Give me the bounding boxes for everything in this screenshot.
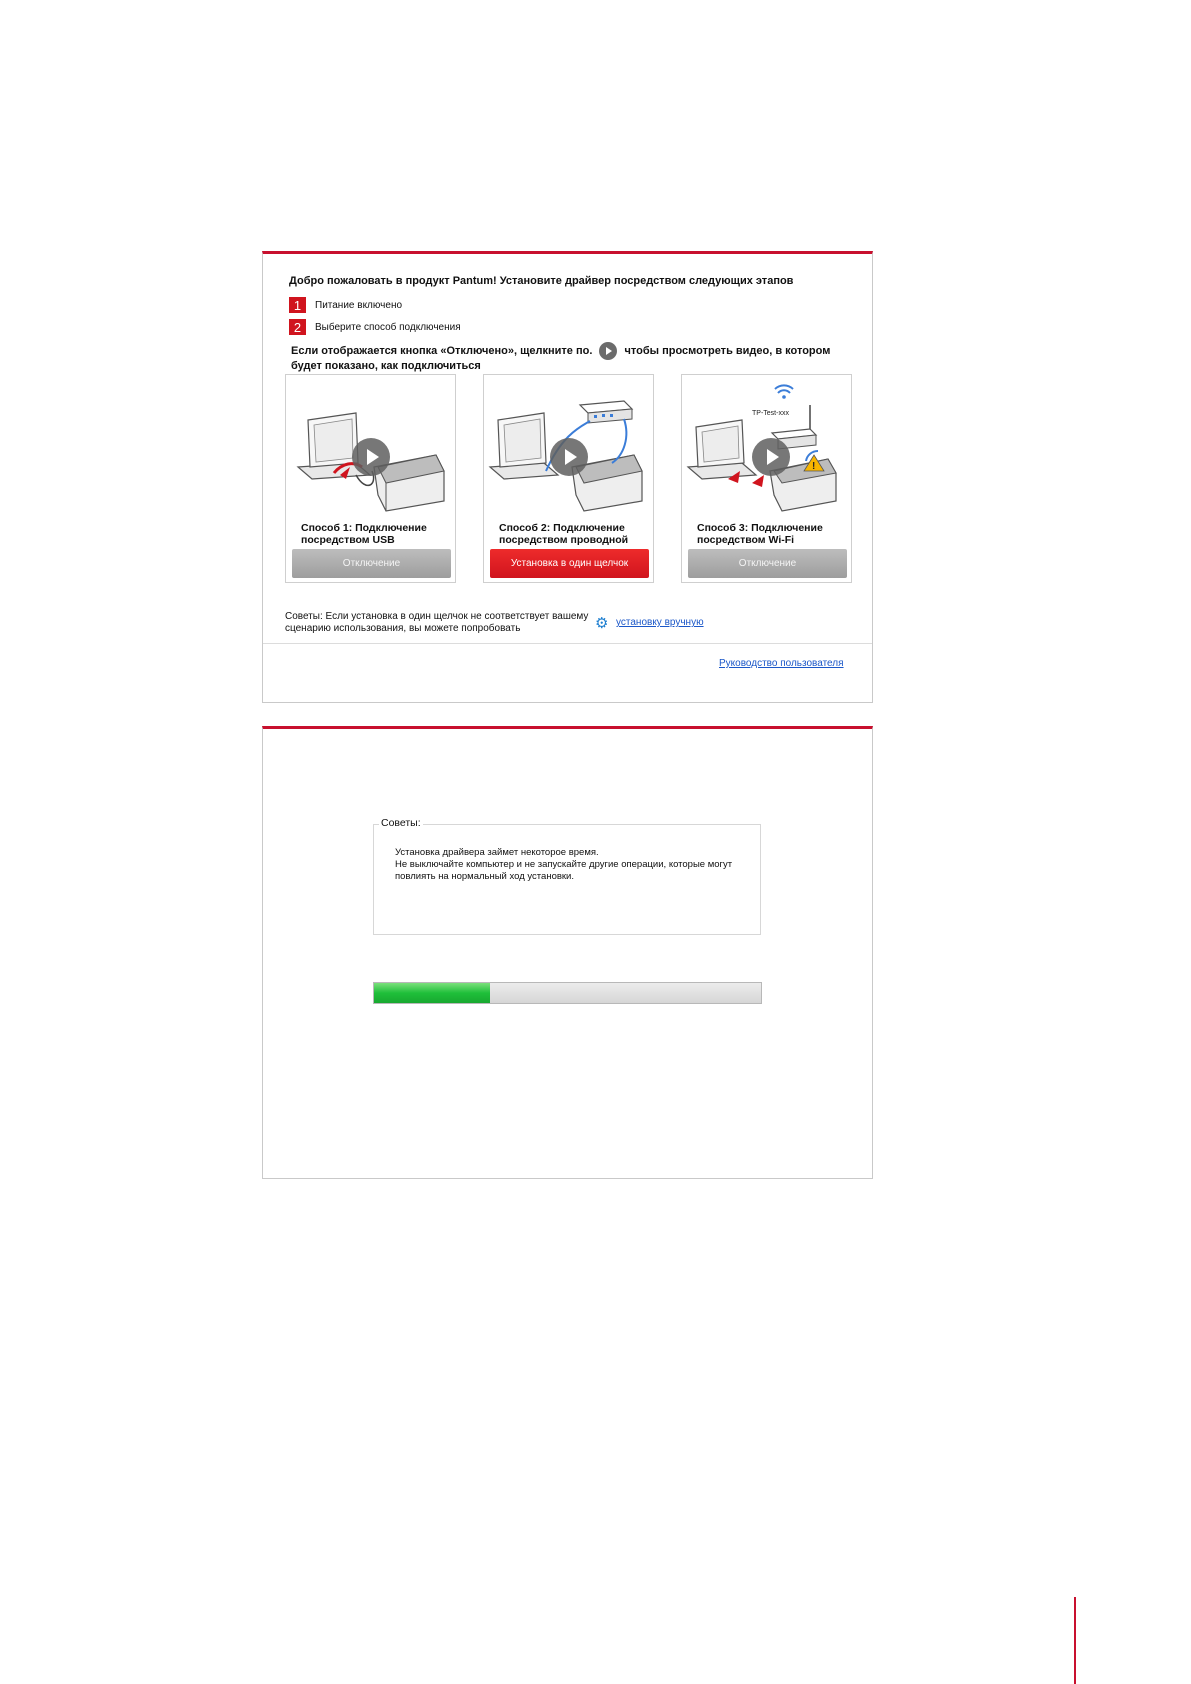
one-click-install-button[interactable]: Установка в один щелчок (490, 549, 649, 578)
video-note-text-start: Если отображается кнопка «Отключено», щелкните по. (291, 344, 593, 357)
installer-window-select (262, 251, 873, 703)
method-title: Способ 1: Подключение посредством USB (301, 522, 427, 546)
wifi-disconnected-button[interactable]: Отключение (688, 549, 847, 578)
tips-title: Советы: (381, 817, 421, 829)
installer-window-progress (262, 726, 873, 1179)
network-name-label: TP-Test-xxx (752, 410, 789, 417)
tips-line: Не выключайте компьютер и не запускайте другие операции, которые могут повлиять на нормальный ход установки. (395, 859, 733, 882)
user-guide-link[interactable]: Руководство пользователя (719, 658, 844, 669)
usb-disconnected-button[interactable]: Отключение (292, 549, 451, 578)
gear-icon: ⚙ (595, 615, 609, 632)
method-card-wired (483, 374, 654, 583)
step-number: 1 (289, 297, 306, 313)
tips-box (373, 817, 761, 935)
method-title: Способ 3: Подключение посредством Wi-Fi (697, 522, 823, 546)
video-instructions (291, 342, 851, 373)
step-1 (289, 297, 402, 313)
step-label: Выберите способ подключения (315, 321, 461, 333)
install-progress-bar (373, 982, 762, 1004)
tips-text: Советы: Если установка в один щелчок не соответствует вашему сценарию использования, вы можете попробовать (285, 611, 589, 634)
method-card-wifi (681, 374, 852, 583)
welcome-heading: Добро пожаловать в продукт Pantum! Установите драйвер посредством следующих этапов (289, 275, 794, 287)
divider (263, 643, 872, 644)
tips-content (395, 847, 755, 883)
svg-text:!: ! (812, 461, 816, 472)
play-video-button[interactable] (550, 438, 588, 476)
play-icon (599, 342, 617, 360)
step-2 (289, 319, 461, 335)
step-number: 2 (289, 319, 306, 335)
manual-install-link[interactable]: установку вручную (616, 617, 704, 628)
play-video-button[interactable] (352, 438, 390, 476)
page-edge-marker (1074, 1597, 1076, 1684)
tips-line: Установка драйвера займет некоторое время. (395, 847, 599, 858)
progress-fill (374, 983, 490, 1003)
step-label: Питание включено (315, 299, 403, 311)
video-note-text-end: чтобы просмотреть видео, в котором будет показано, как подключиться (291, 344, 831, 372)
method-title: Способ 2: Подключение посредством проводной (499, 522, 629, 546)
method-card-usb (285, 374, 456, 583)
play-video-button[interactable] (752, 438, 790, 476)
